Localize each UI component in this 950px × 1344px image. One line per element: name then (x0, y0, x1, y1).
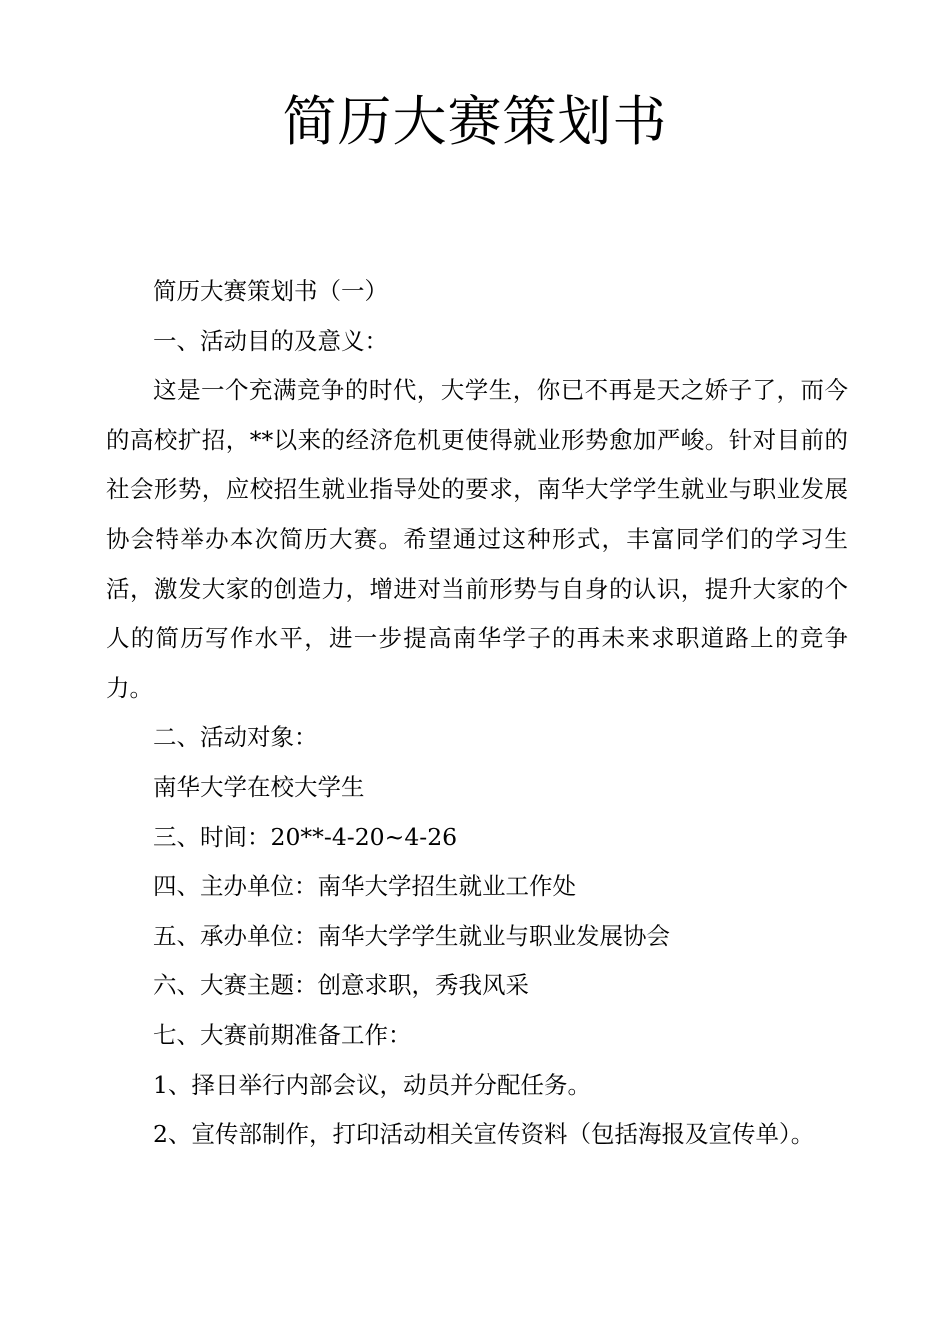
paragraph-purpose: 这是一个充满竞争的时代，大学生，你已不再是天之娇子了，而今的高校扩招，**以来的经济危机更使得就业形势愈加严峻。针对目前的社会形势，应校招生就业指导处的要求，南华大学学生就业与职业发展协会特举办本次简历大赛。希望通过这种形式，丰富同学们的学习生活，激发大家的创造力，增进对当前形势与自身的认识，提升大家的个人的简历写作水平，进一步提高南华学子的再未来求职道路上的竞争力。 (106, 376, 848, 702)
heading-purpose: 一、活动目的及意义： (153, 326, 388, 355)
list-item: 1、择日举行内部会议，动员并分配任务。 (153, 1070, 591, 1099)
document-title: 简历大赛策划书 (282, 90, 668, 153)
item-organizer: 四、主办单位：南华大学招生就业工作处 (153, 872, 576, 901)
section-subtitle: 简历大赛策划书（一） (153, 277, 388, 305)
heading-preparation: 七、大赛前期准备工作： (153, 1020, 412, 1049)
item-host: 五、承办单位：南华大学学生就业与职业发展协会 (153, 921, 670, 950)
document-body (106, 267, 848, 1160)
item-time: 三、时间：20**-4-20~4-26 (153, 822, 458, 851)
heading-audience: 二、活动对象： (153, 723, 318, 752)
list-item: 2、宣传部制作，打印活动相关宣传资料（包括海报及宣传单）。 (153, 1120, 815, 1149)
paragraph-audience: 南华大学在校大学生 (153, 772, 365, 801)
item-theme: 六、大赛主题：创意求职，秀我风采 (153, 971, 529, 1000)
